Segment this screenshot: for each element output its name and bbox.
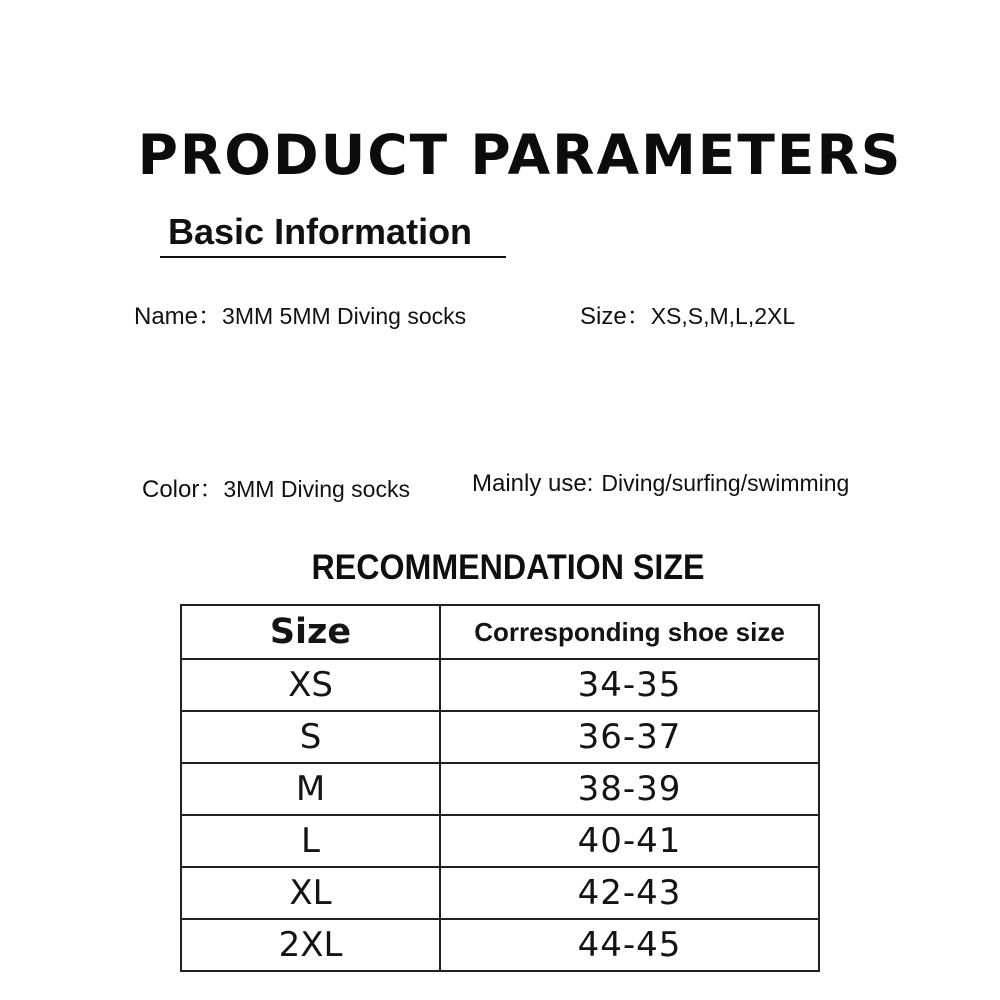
cell-shoe-size: 40-41	[440, 815, 819, 867]
cell-size: XL	[181, 867, 440, 919]
param-size	[580, 296, 795, 331]
table-header-row	[181, 605, 819, 659]
table-row	[181, 919, 819, 971]
cell-shoe-size: 38-39	[440, 763, 819, 815]
param-size-value: XS,S,M,L,2XL	[650, 303, 796, 329]
cell-size: M	[181, 763, 440, 815]
section-underline	[160, 256, 506, 258]
cell-shoe-size: 34-35	[440, 659, 819, 711]
cell-shoe-size: 44-45	[440, 919, 819, 971]
param-name	[134, 296, 466, 331]
table-row	[181, 815, 819, 867]
recommendation-title: RECOMMENDATION SIZE	[311, 548, 705, 587]
column-header-shoe-size: Corresponding shoe size	[440, 605, 819, 659]
param-color	[142, 469, 410, 504]
param-use-label: Mainly use:	[472, 470, 594, 497]
table-row	[181, 867, 819, 919]
param-size-label: Size：	[580, 303, 651, 330]
cell-size: L	[181, 815, 440, 867]
column-header-size: Size	[181, 605, 440, 659]
cell-shoe-size: 36-37	[440, 711, 819, 763]
cell-size: 2XL	[181, 919, 440, 971]
table-row	[181, 711, 819, 763]
cell-size: XS	[181, 659, 440, 711]
cell-size: S	[181, 711, 440, 763]
param-color-label: Color：	[142, 476, 224, 503]
page-title: PRODUCT PARAMETERS	[137, 123, 903, 187]
param-use-value: Diving/surfing/swimming	[601, 470, 850, 496]
param-use	[472, 470, 849, 498]
param-name-label: Name：	[134, 303, 223, 330]
cell-shoe-size: 42-43	[440, 867, 819, 919]
param-color-value: 3MM Diving socks	[223, 476, 410, 502]
param-name-value: 3MM 5MM Diving socks	[222, 303, 467, 329]
table-row	[181, 763, 819, 815]
section-heading-basic-information: Basic Information	[168, 211, 473, 252]
size-table	[180, 604, 820, 972]
table-row	[181, 659, 819, 711]
